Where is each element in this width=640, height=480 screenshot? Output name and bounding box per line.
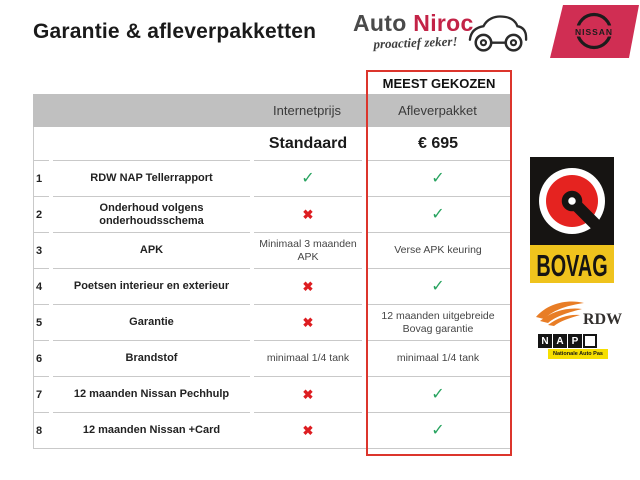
auto-niroc-logo <box>350 7 530 57</box>
cell-aflever: ✓ <box>366 412 510 448</box>
table-row: 7 12 maanden Nissan Pechhulp ✖ ✓ <box>34 376 510 412</box>
auto-niroc-wordmark-auto: Auto <box>353 10 407 36</box>
table-row: 8 12 maanden Nissan +Card ✖ ✓ <box>34 412 510 448</box>
cell-internet: ✖ <box>254 304 362 340</box>
highlight-label: MEEST GEKOZEN <box>382 76 496 91</box>
cell-aflever: ✓ <box>366 268 510 304</box>
table-row: 4 Poetsen interieur en exterieur ✖ ✓ <box>34 268 510 304</box>
cell-internet: ✖ <box>254 412 362 448</box>
nap-empty-box <box>583 334 597 348</box>
page-title: Garantie & afleverpakketten <box>33 20 317 43</box>
car-sketch-icon <box>467 9 529 55</box>
nap-letter: A <box>553 334 567 348</box>
comparison-table <box>33 94 510 449</box>
nap-letter: N <box>538 334 552 348</box>
nap-caption: Nationale Auto Pas <box>548 349 608 359</box>
table-row: 5 Garantie ✖ 12 maanden uitgebreide Bovag garantie <box>34 304 510 340</box>
table-body <box>33 127 510 449</box>
nap-letter: P <box>568 334 582 348</box>
cell-internet: ✖ <box>254 196 362 232</box>
nap-logo <box>538 334 608 359</box>
cell-aflever: ✓ <box>366 376 510 412</box>
cell-internet: ✖ <box>254 268 362 304</box>
cell-aflever: ✓ <box>366 196 510 232</box>
table-row: 2 Onderhoud volgens onderhoudsschema ✖ ✓ <box>34 196 510 232</box>
cell-aflever: 12 maanden uitgebreide Bovag garantie <box>366 304 510 340</box>
header-internetprijs: Internetprijs <box>273 103 341 118</box>
bovag-wordmark: BOVAG <box>536 247 608 283</box>
price-row <box>34 127 510 160</box>
cell-internet: ✖ <box>254 376 362 412</box>
price-internet: Standaard <box>268 134 348 152</box>
cell-aflever: ✓ <box>366 160 510 196</box>
cell-internet: minimaal 1/4 tank <box>254 340 362 376</box>
nap-letter-boxes <box>538 334 608 348</box>
nissan-logo <box>542 4 640 60</box>
table-header-row <box>33 94 510 127</box>
rdw-wordmark: RDW <box>583 311 622 328</box>
bovag-logo <box>530 157 614 283</box>
header-label-cell <box>52 94 249 127</box>
nissan-wordmark: NISSAN <box>574 27 614 37</box>
table-row: 3 APK Minimaal 3 maanden APK Verse APK keuring <box>34 232 510 268</box>
auto-niroc-tagline: proactief zeker! <box>373 33 458 52</box>
auto-niroc-wordmark-niroc: Niroc <box>413 10 474 36</box>
cell-aflever: Verse APK keuring <box>366 232 510 268</box>
cell-aflever: minimaal 1/4 tank <box>366 340 510 376</box>
table-row: 6 Brandstof minimaal 1/4 tank minimaal 1/4 tank <box>34 340 510 376</box>
rdw-logo <box>534 297 622 329</box>
cell-internet: ✓ <box>254 160 362 196</box>
header-num-cell <box>33 94 48 127</box>
table-row: 1 RDW NAP Tellerrapport ✓ ✓ <box>34 160 510 196</box>
price-aflever: € 695 <box>417 134 459 152</box>
header-afleverpakket: Afleverpakket <box>398 103 477 118</box>
cell-internet: Minimaal 3 maanden APK <box>254 232 362 268</box>
